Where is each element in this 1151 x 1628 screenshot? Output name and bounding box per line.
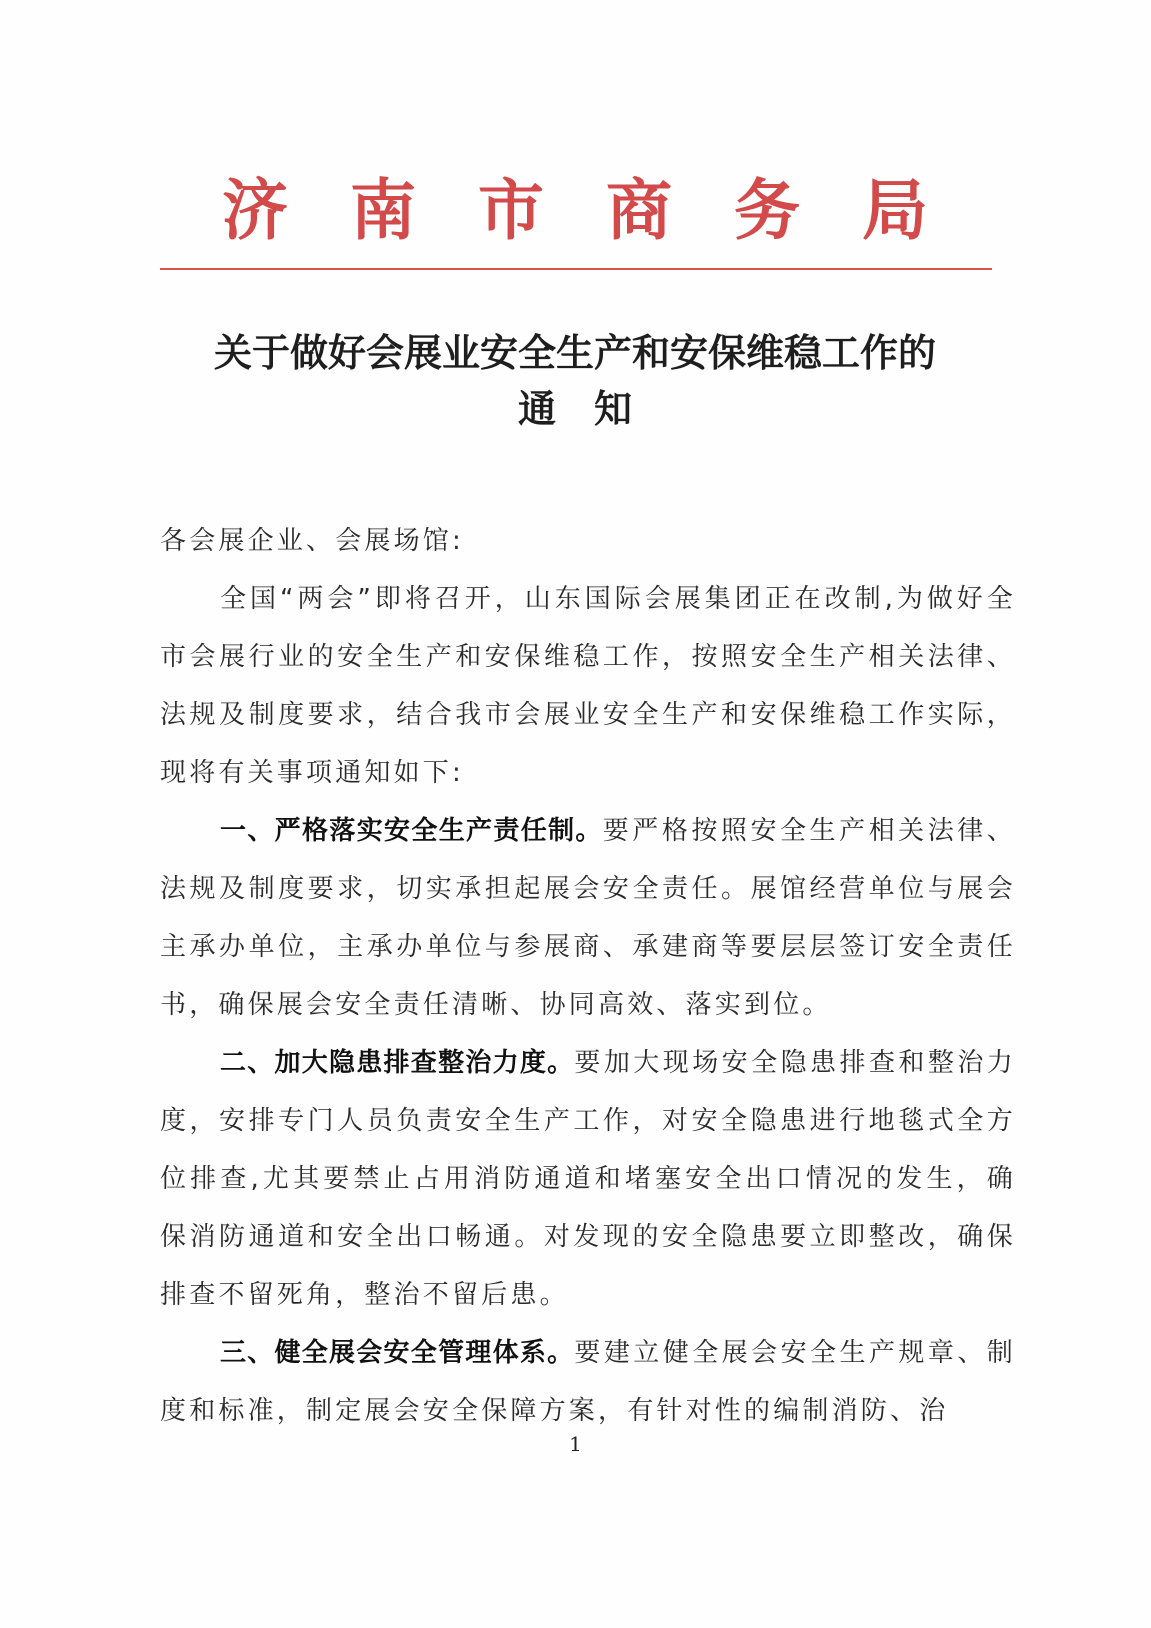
- document-title-line1: 关于做好会展业安全生产和安保维稳工作的: [213, 330, 936, 375]
- section-paragraph-3: [160, 1324, 1016, 1440]
- page-number: 1: [569, 1432, 582, 1456]
- section-text-1: 要严格按照安全生产相关法律、法规及制度要求，切实承担起展会安全责任。展馆经营单位与展会主承办单位，主承办单位与参展商、承建商等要层层签订安全责任书，确保展会安全责任清晰、协同高效、落实到位。: [160, 816, 1016, 1020]
- document-body: [160, 512, 1016, 1440]
- document-title: [150, 325, 1000, 437]
- section-paragraph-1: [160, 802, 1016, 1034]
- intro-paragraph: 全国“两会”即将召开，山东国际会展集团正在改制,为做好全市会展行业的安全生产和安保维稳工作，按照安全生产相关法律、法规及制度要求，结合我市会展业安全生产和安保维稳工作实际，现将有关事项通知如下:: [160, 584, 1016, 788]
- header-red-rule: [160, 268, 992, 270]
- section-paragraph-2: [160, 1034, 1016, 1324]
- salutation: 各会展企业、会展场馆:: [160, 526, 464, 556]
- section-heading-2: 二、加大隐患排查整治力度。: [220, 1048, 575, 1078]
- section-heading-3: 三、健全展会安全管理体系。: [220, 1338, 575, 1368]
- section-text-2: 要加大现场安全隐患排查和整治力度，安排专门人员负责安全生产工作，对安全隐患进行地毯式全方位排查,尤其要禁止占用消防通道和堵塞安全出口情况的发生，确保消防通道和安全出口畅通。对发现的安全隐患要立即整改，确保排查不留死角，整治不留后患。: [160, 1048, 1016, 1310]
- agency-header-title: 济南市商务局: [222, 171, 990, 249]
- document-title-line2: 通知: [517, 386, 670, 431]
- section-heading-1: 一、严格落实安全生产责任制。: [220, 816, 603, 846]
- section-text-3: 要建立健全展会安全生产规章、制度和标准，制定展会安全保障方案，有针对性的编制消防、治: [160, 1338, 1016, 1426]
